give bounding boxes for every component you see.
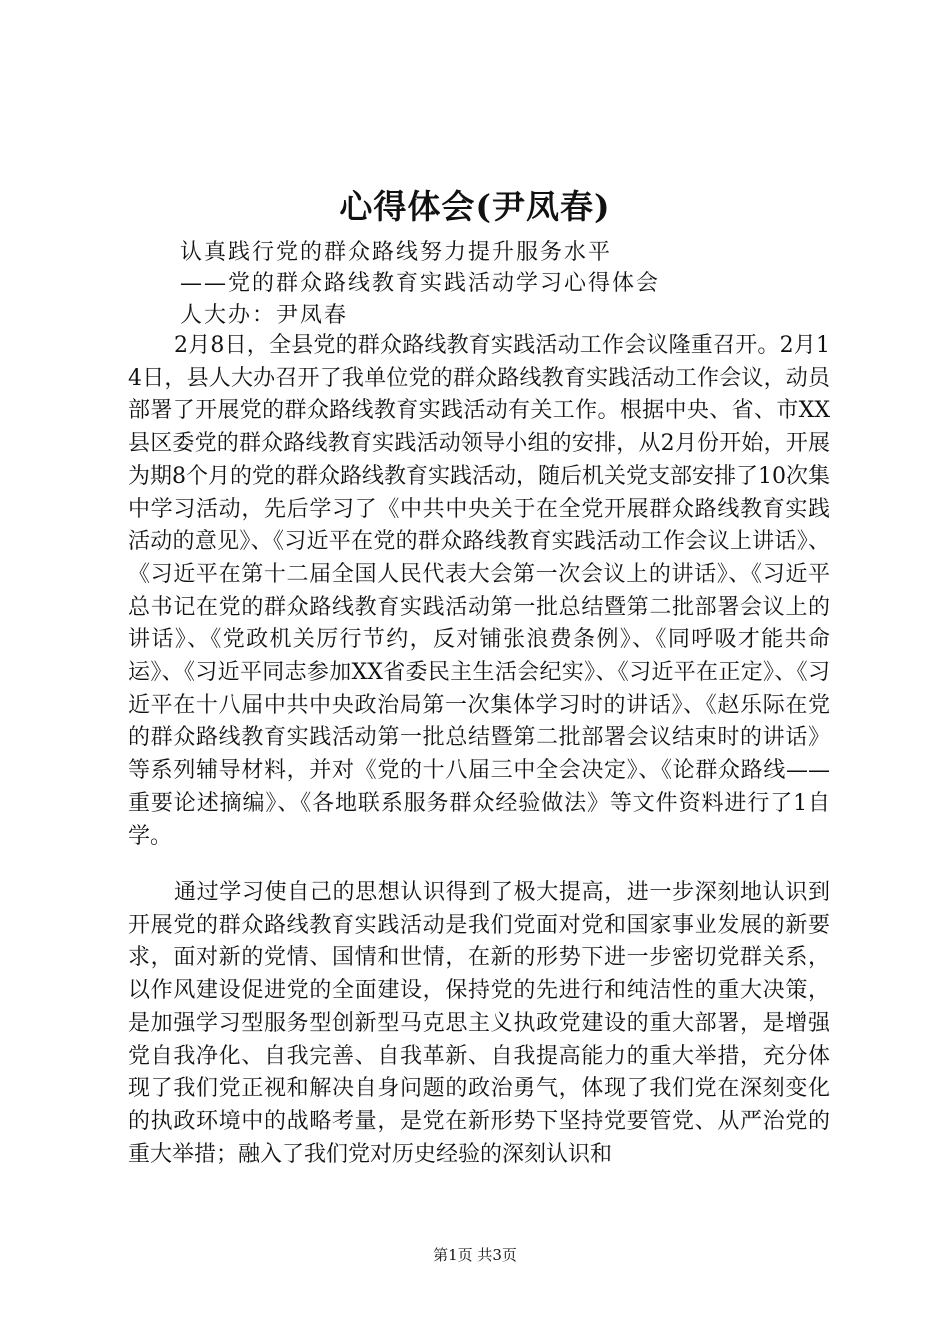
body-paragraph-1-container <box>128 330 830 853</box>
article-subheading: ——党的群众路线教育实践活动学习心得体会 <box>180 271 661 296</box>
article-heading: 认真践行党的群众路线努力提升服务水平 <box>180 240 613 265</box>
document-title: 心得体会(尹凤春) <box>339 187 611 226</box>
body-paragraph-2-container <box>128 877 830 1171</box>
body-paragraph: 通过学习使自己的思想认识得到了极大提高，进一步深刻地认识到开展党的群众路线教育实践活动是我们党面对党和国家事业发展的新要求，面对新的党情、国情和世情，在新的形势下进一步密切党群关系，以作风建设促进党的全面建设，保持党的先进行和纯洁性的重大决策，是加强学习型服务型创新型马克思主义执政党建设的重大部署，是增强党自我净化、自我完善、自我革新、自我提高能力的重大举措，充分体现了我们党正视和解决自身问题的政治勇气，体现了我们党在深刻变化的执政环境中的战略考量，是党在新形势下坚持党要管党、从严治党的重大举措；融入了我们党对历史经验的深刻认识和 <box>128 880 830 1167</box>
page-footer: 第1页 共3页 <box>433 1246 517 1264</box>
author-line: 人大办：尹凤春 <box>180 303 349 328</box>
body-paragraph: 2月8日，全县党的群众路线教育实践活动工作会议隆重召开。2月14日，县人大办召开了我单位党的群众路线教育实践活动工作会议，动员部署了开展党的群众路线教育实践活动有关工作。根据中央、省、市XX县区委党的群众路线教育实践活动领导小组的安排，从2月份开始，开展为期8个月的党的群众路线教育实践活动，随后机关党支部安排了10次集中学习活动，先后学习了《中共中央关于在全党开展群众路线教育实践活动的意见》、《习近平在党的群众路线教育实践活动工作会议上讲话》、《习近平在第十二届全国人民代表大会第一次会议上的讲话》、《习近平总书记在党的群众路线教育实践活动第一批总结暨第二批部署会议上的讲话》、《党政机关厉行节约，反对铺张浪费条例》、《同呼吸才能共命运》、《习近平同志参加XX省委民主生活会纪实》、《习近平在正定》、《习近平在十八届中共中央政治局第一次集体学习时的讲话》、《赵乐际在党的群众路线教育实践活动第一批总结暨第二批部署会议结束时的讲话》等系列辅导材料，并对《党的十八届三中全会决定》、《论群众路线——重要论述摘编》、《各地联系服务群众经验做法》等文件资料进行了1自学。 <box>128 333 830 849</box>
